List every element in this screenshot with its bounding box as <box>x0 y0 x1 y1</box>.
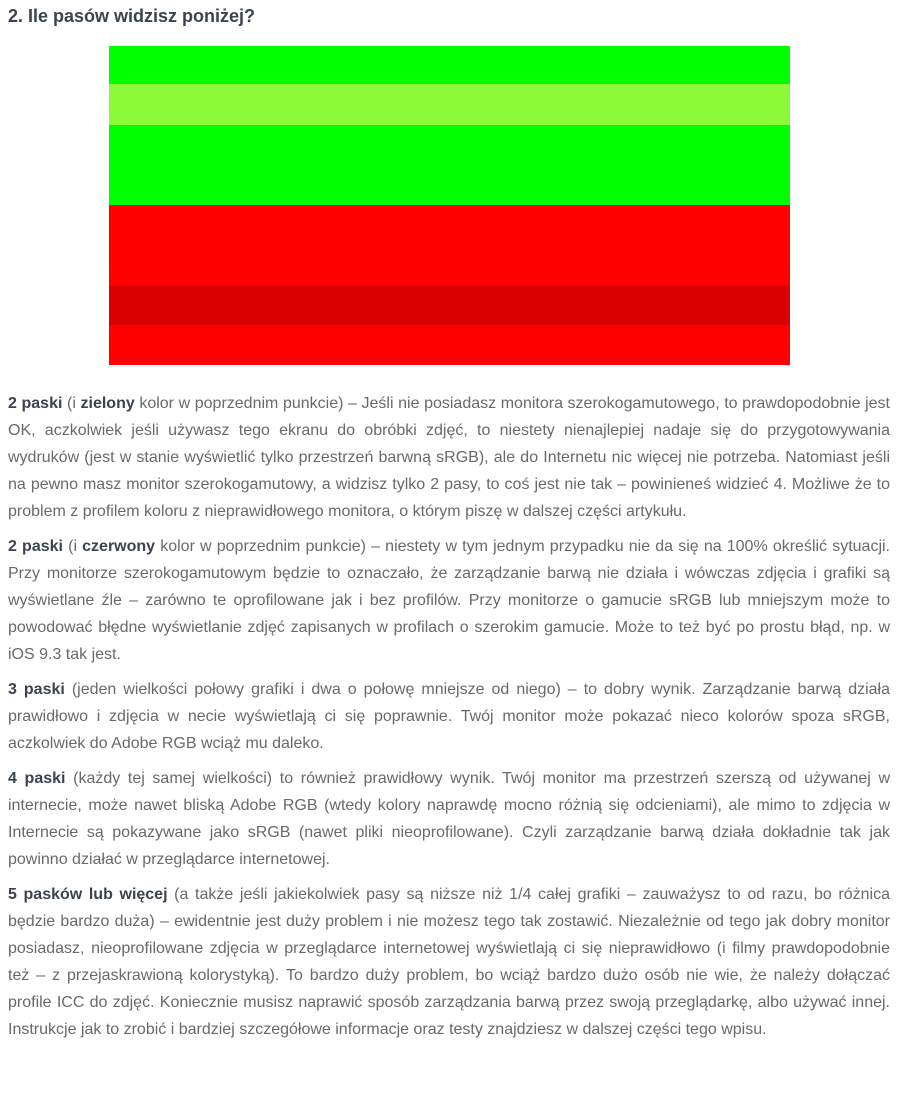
stripe-green-wide-gamut <box>109 84 790 125</box>
bold-text: zielony <box>80 395 135 412</box>
stripe-green-srgb-main <box>109 125 790 205</box>
body-text: (a także jeśli jakiekolwiek pasy są niższe niż 1/4 całej grafiki – zauważysz to od razu, bo różnica będzie bardzo duża) – ewidentnie jest duży problem i nie możesz tego tak zostawić. Niezależnie od tego jak dobry monitor posiadasz, nieoprofilowane zdjęcia w przeglądarce internetowej wyświetlają ci się nieprawidłowo (i filmy prawdopodobnie też – z przejaskrawioną kolorystyką). To bardzo duży problem, bo wciąż bardzo dużo osób nie wie, że należy dołączać profile ICC do zdjęć. Koniecznie musisz naprawić sposób zarządzania barwą przez swoją przeglądarkę, albo używać innej. Instrukcje jak to zrobić i bardziej szczegółowe informacje oraz testy znajdziesz w dalszej części tego wpisu. <box>8 886 890 1038</box>
article-paragraphs <box>8 390 890 1043</box>
stripe-red-wide-gamut <box>109 286 790 325</box>
bold-text: 4 paski <box>8 770 66 787</box>
paragraph-2 <box>8 533 890 668</box>
paragraph-5 <box>8 881 890 1043</box>
stripe-green-srgb-top <box>109 46 790 84</box>
body-text: kolor w poprzednim punkcie) – Jeśli nie posiadasz monitora szerokogamutowego, to prawdopodobnie jest OK, aczkolwiek jeśli używasz tego ekranu do obróbki zdjęć, to niestety nienajlepiej nadaje się do przygotowywania wydruków (jest w stanie wyświetlić tylko przestrzeń barwną sRGB), ale do Internetu nic więcej nie potrzeba. Natomiast jeśli na pewno masz monitor szerokogamutowy, a widzisz tylko 2 pasy, to coś jest nie tak – powinieneś widzieć 4. Możliwe że to problem z profilem koloru z nieprawidłowego monitora, o którym piszę w dalszej części artykułu. <box>8 395 890 520</box>
section-heading: 2. Ile pasów widzisz poniżej? <box>8 6 256 26</box>
paragraph-3 <box>8 676 890 757</box>
body-text: (jeden wielkości połowy grafiki i dwa o połowę mniejsze od niego) – to dobry wynik. Zarządzanie barwą działa prawidłowo i zdjęcia w necie wyświetlają ci się poprawnie. Twój monitor może pokazać nieco kolorów spoza sRGB, aczkolwiek do Adobe RGB wciąż mu daleko. <box>8 681 890 752</box>
bold-text: czerwony <box>82 538 156 555</box>
bold-text: 5 pasków lub więcej <box>8 886 168 903</box>
body-text: (każdy tej samej wielkości) to również prawidłowy wynik. Twój monitor ma przestrzeń szerszą od używanej w internecie, może nawet bliską Adobe RGB (wtedy kolory naprawdę mocno różnią się odcieniami), ale mimo to zdjęcia w Internecie są pokazywane jako sRGB (nawet pliki nieoprofilowane). Czyli zarządzanie barwą działa dokładnie tak jak powinno działać w przeglądarce internetowej. <box>8 770 890 868</box>
body-text: (i <box>62 395 81 412</box>
body-text: kolor w poprzednim punkcie) – niestety w tym jednym przypadku nie da się na 100% określić sytuacji. Przy monitorze szerokogamutowym będzie to oznaczało, że zarządzanie barwą nie działa i wówczas zdjęcia i grafiki są wyświetlane źle – zarówno te oprofilowane jak i bez profilów. Przy monitorze o gamucie sRGB lub mniejszym może to powodować błędne wyświetlanie zdjęć zapisanych w profilach o szerokim gamucie. Może to też być po prostu błąd, np. w iOS 9.3 tak jest. <box>8 538 891 663</box>
stripe-red-srgb-bottom <box>109 325 790 365</box>
color-test-image <box>109 46 790 365</box>
bold-text: 2 paski <box>8 395 63 412</box>
paragraph-1 <box>8 390 890 525</box>
bold-text: 3 paski <box>8 681 65 698</box>
body-text: (i <box>62 538 83 555</box>
bold-text: 2 paski <box>8 538 63 555</box>
stripe-red-srgb-main <box>109 205 790 286</box>
paragraph-4 <box>8 765 890 873</box>
